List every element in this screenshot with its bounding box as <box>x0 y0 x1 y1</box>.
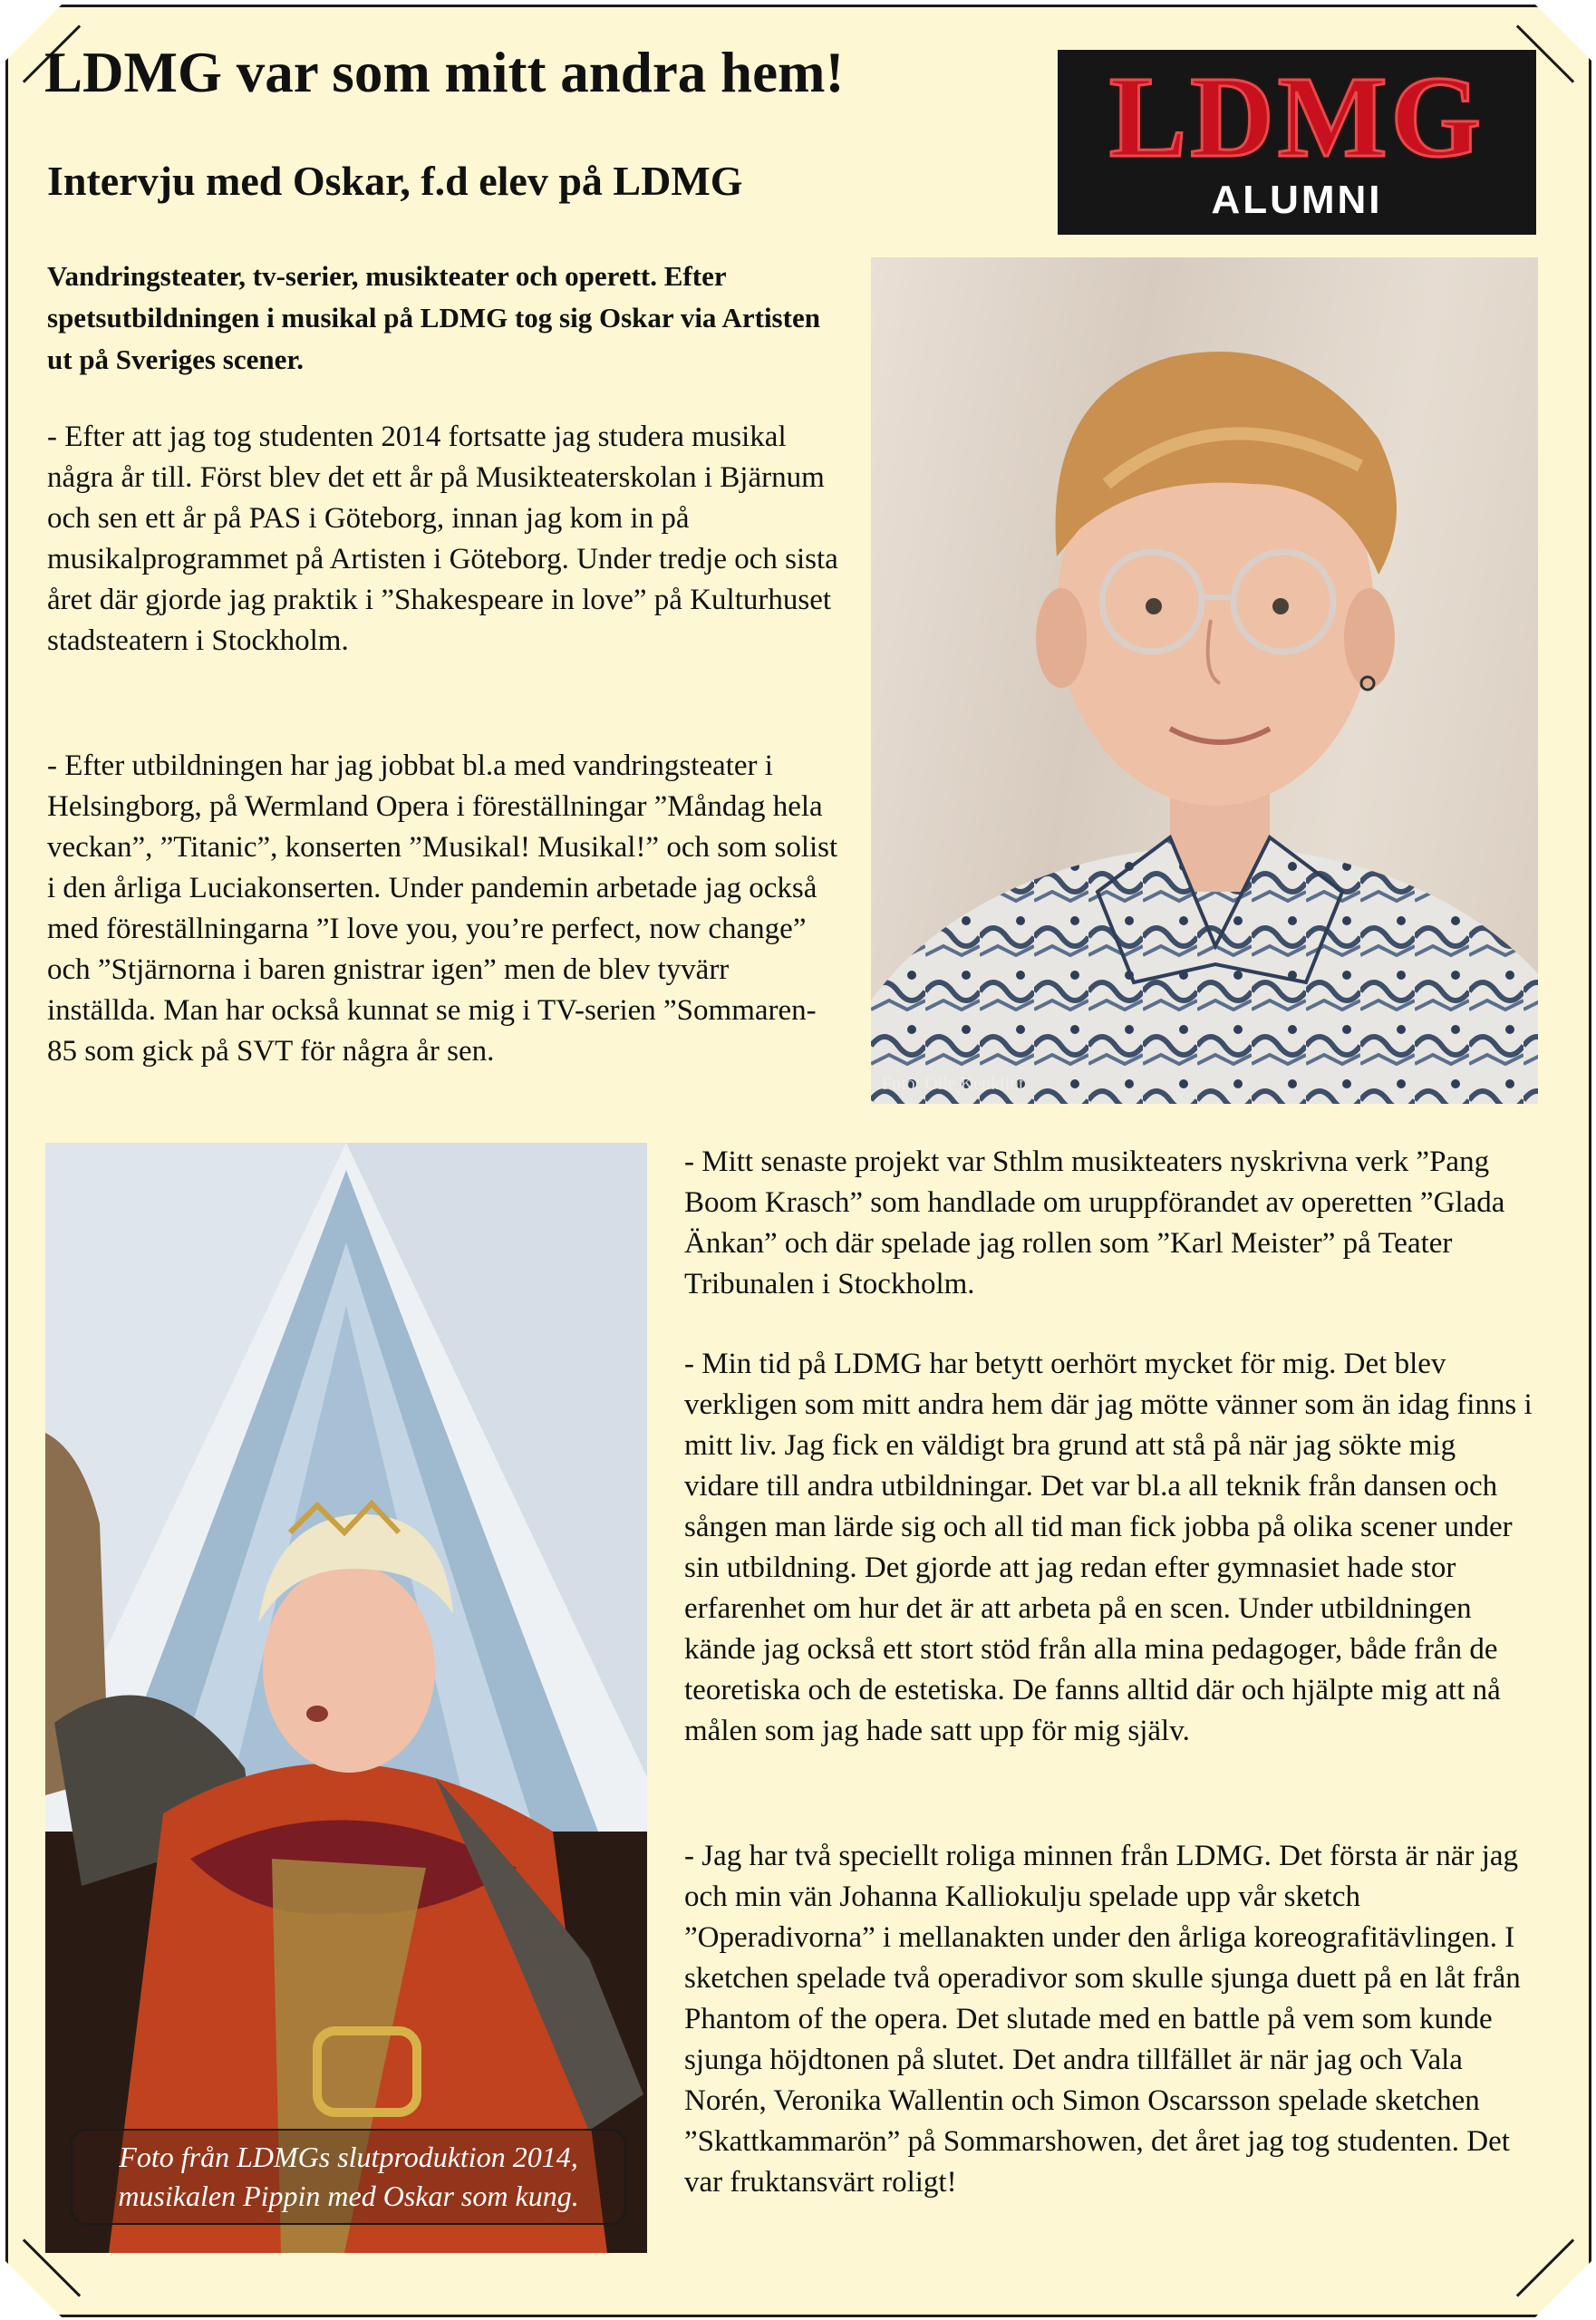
article-lead: Vandringsteater, tv-serier, musikteater och operett. Efter spetsutbildningen i musikal på LDMG tog sig Oskar via Artisten ut på Sveriges scener. <box>47 260 820 375</box>
portrait-photo-credit: Foto: Olle Kenklint <box>882 1074 1024 1094</box>
stage-illustration <box>45 1143 647 2253</box>
portrait-illustration <box>871 257 1538 1104</box>
logo-subtitle: ALUMNI <box>1211 178 1383 222</box>
paragraph-1: - Efter att jag tog studenten 2014 fortsatte jag studera musikal några år till. Först blev det ett år på Musikteaterskolan i Bjärnum och sen ett år på PAS i Göteborg, innan jag kom in på musikalprogrammet på Artisten i Göteborg. Under tredje och sista året där gjorde jag praktik i ”Shakespeare in love” på Kulturhuset stadsteatern i Stockholm. <box>47 420 838 657</box>
portrait-photo <box>871 257 1538 1104</box>
page-title: LDMG var som mitt andra hem! <box>44 41 845 104</box>
paragraph-5: - Jag har två speciellt roliga minnen från LDMG. Det första är när jag och min vän Johanna Kalliokulju spelade upp vår sketch ”Operadivorna” i mellanakten under den årliga koreografitävlingen. I sketchen spelade två operadivor som skulle sjunga duett på en låt från Phantom of the opera. Det slutade med en battle på vem som kunde sjunga höjdtonen på slutet. Det andra tillfället är när jag och Vala Norén, Veronika Wallentin och Simon Oscarsson spelade sketchen ”Skattkammarön” på Sommarshowen, det året jag tog studenten. Det var fruktansvärt roligt! <box>684 1840 1521 2199</box>
paragraph-2: - Efter utbildningen har jag jobbat bl.a med vandringsteater i Helsingborg, på Wermland Opera i föreställningar ”Måndag hela veckan”, ”Titanic”, konserten ”Musikal! Musikal!” och som solist i den årliga Luciakonserten. Under pandemin arbetade jag också med föreställningarna ”I love you, you’re perfect, now change” och ”Stjärnorna i baren gnistrar igen” men de blev tyvärr inställda. Man har också kunnat se mig i TV-serien ”Sommaren-85 som gick på SVT för några år sen. <box>47 749 838 1068</box>
logo-wordmark: LDMG <box>1108 53 1485 181</box>
page-subtitle: Intervju med Oskar, f.d elev på LDMG <box>47 158 743 204</box>
paragraph-4: - Min tid på LDMG har betytt oerhört mycket för mig. Det blev verkligen som mitt andra hem där jag mötte vänner som än idag finns i mitt liv. Jag fick en väldigt bra grund att stå på när jag sökte mig vidare till andra utbildningar. Det var bl.a all teknik från dansen och sången man lärde sig och all tid man fick jobba på olika scener under sin utbildning. Det gjorde att jag redan efter gymnasiet hade stor erfarenhet om hur det är att arbeta på en scen. Under utbildningen kände jag också ett stort stöd från alla mina pedagoger, både från de teoretiska och de estetiska. De fanns alltid där och hjälpte mig att nå målen som jag hade satt upp för mig själv. <box>684 1348 1533 1747</box>
stage-photo <box>45 1143 647 2253</box>
corner-line-bottom-right <box>1516 2238 1574 2296</box>
stage-photo-caption: Foto från LDMGs slutproduktion 2014, musikalen Pippin med Oskar som kung. <box>71 2129 626 2225</box>
ldmg-alumni-logo <box>1058 50 1536 235</box>
paragraph-3: - Mitt senaste projekt var Sthlm musikteaters nyskrivna verk ”Pang Boom Krasch” som handlade om uruppförandet av operetten ”Glada Änkan” och där spelade jag rollen som ”Karl Meister” på Teater Tribunalen i Stockholm. <box>684 1146 1505 1300</box>
